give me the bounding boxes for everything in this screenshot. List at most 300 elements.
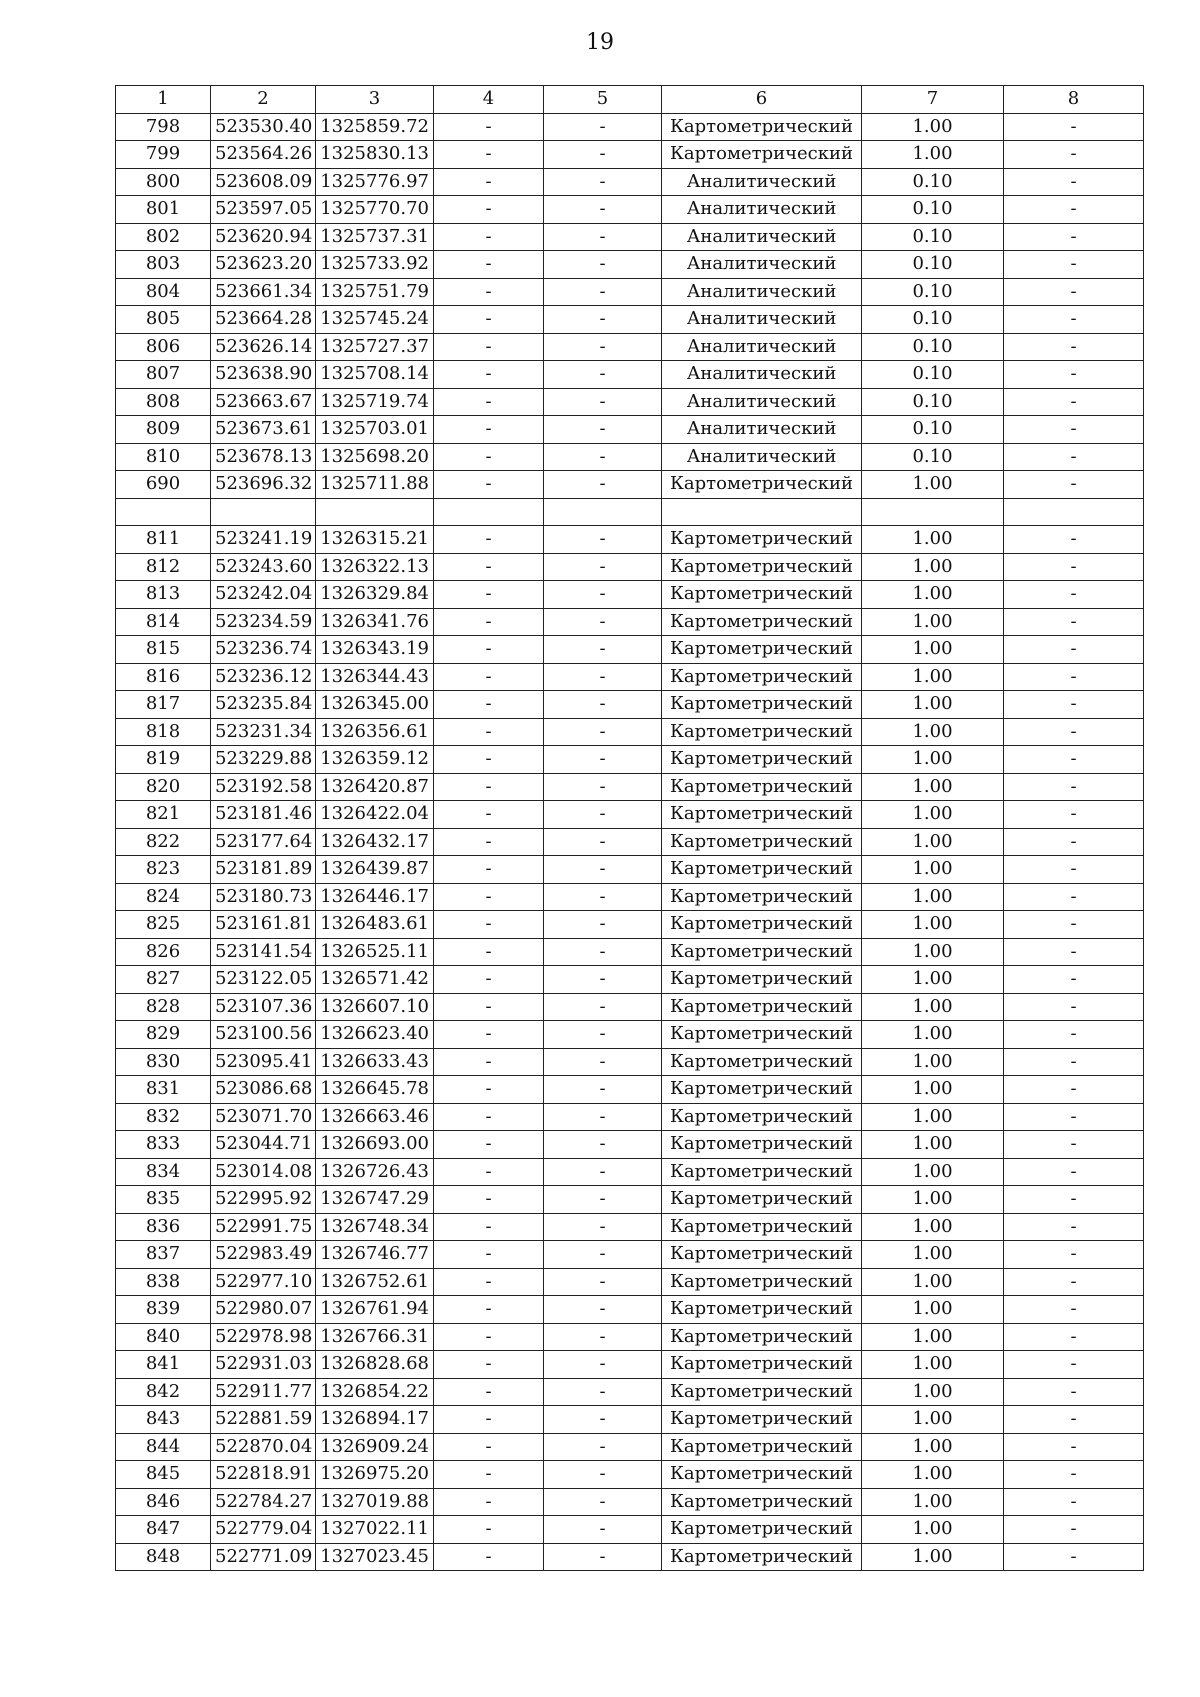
cell-accuracy: 1.00 [862,1268,1004,1296]
cell-col-8-value: - [1004,1048,1144,1076]
cell-accuracy: 1.00 [862,636,1004,664]
table-row [116,1433,1144,1461]
table-row [116,691,1144,719]
cell-coord-x: 522784.27 [211,1488,316,1516]
cell-col-5-value: - [544,168,662,196]
cell-col-5-value: - [544,1296,662,1324]
cell-col-5-value [544,498,662,526]
table-header [116,86,1144,114]
cell-coord-x: 523673.61 [211,416,316,444]
table-row [116,306,1144,334]
cell-method: Картометрический [662,553,862,581]
cell-point-number: 831 [116,1076,211,1104]
cell-col-8-value: - [1004,333,1144,361]
cell-method: Картометрический [662,718,862,746]
cell-coord-y: 1326571.42 [316,966,434,994]
table-row [116,856,1144,884]
cell-col-4-value: - [434,141,544,169]
cell-coord-y: 1325751.79 [316,278,434,306]
cell-col-5-value: - [544,938,662,966]
cell-accuracy: 1.00 [862,883,1004,911]
cell-col-4-value: - [434,1048,544,1076]
table-row [116,223,1144,251]
cell-coord-x: 523638.90 [211,361,316,389]
cell-coord-y: 1325698.20 [316,443,434,471]
cell-point-number: 840 [116,1323,211,1351]
cell-col-4-value: - [434,113,544,141]
cell-method: Картометрический [662,1351,862,1379]
cell-col-5-value: - [544,278,662,306]
cell-method: Картометрический [662,636,862,664]
cell-method: Картометрический [662,1268,862,1296]
table-body [116,113,1144,1571]
cell-coord-x: 523678.13 [211,443,316,471]
cell-col-8-value: - [1004,553,1144,581]
table-row [116,911,1144,939]
cell-coord-x: 522978.98 [211,1323,316,1351]
cell-coord-x: 523229.88 [211,746,316,774]
coordinates-table [115,85,1144,1571]
cell-point-number: 807 [116,361,211,389]
cell-coord-y: 1325770.70 [316,196,434,224]
table-row [116,526,1144,554]
cell-coord-x: 522995.92 [211,1186,316,1214]
cell-method: Картометрический [662,1186,862,1214]
table-row [116,1516,1144,1544]
cell-coord-x: 523122.05 [211,966,316,994]
cell-coord-x: 523243.60 [211,553,316,581]
cell-col-5-value: - [544,361,662,389]
cell-col-4-value: - [434,1268,544,1296]
cell-col-5-value: - [544,746,662,774]
cell-coord-x: 523241.19 [211,526,316,554]
table-row [116,1268,1144,1296]
cell-col-8-value: - [1004,388,1144,416]
cell-point-number: 803 [116,251,211,279]
table-row [116,416,1144,444]
cell-col-4-value: - [434,1543,544,1571]
cell-method: Картометрический [662,828,862,856]
cell-point-number: 815 [116,636,211,664]
cell-coord-x: 523100.56 [211,1021,316,1049]
cell-col-4-value: - [434,581,544,609]
cell-col-4-value: - [434,251,544,279]
cell-point-number: 844 [116,1433,211,1461]
cell-coord-x: 522931.03 [211,1351,316,1379]
table-row [116,553,1144,581]
cell-point-number: 809 [116,416,211,444]
column-header: 5 [544,86,662,114]
cell-col-5-value: - [544,993,662,1021]
cell-coord-x: 523620.94 [211,223,316,251]
cell-col-4-value: - [434,361,544,389]
cell-point-number: 821 [116,801,211,829]
cell-point-number: 836 [116,1213,211,1241]
cell-point-number: 820 [116,773,211,801]
cell-method: Картометрический [662,993,862,1021]
cell-col-8-value: - [1004,691,1144,719]
cell-col-5-value: - [544,1543,662,1571]
cell-accuracy: 1.00 [862,663,1004,691]
cell-col-5-value: - [544,251,662,279]
cell-method: Аналитический [662,196,862,224]
table-row [116,966,1144,994]
cell-accuracy: 1.00 [862,553,1004,581]
cell-accuracy: 1.00 [862,993,1004,1021]
cell-point-number: 835 [116,1186,211,1214]
table-row [116,196,1144,224]
cell-method: Картометрический [662,1076,862,1104]
cell-accuracy: 0.10 [862,251,1004,279]
cell-method: Аналитический [662,278,862,306]
column-header: 2 [211,86,316,114]
cell-col-4-value: - [434,608,544,636]
table-row [116,113,1144,141]
cell-col-5-value: - [544,1158,662,1186]
cell-coord-y: 1325859.72 [316,113,434,141]
cell-col-4-value: - [434,1158,544,1186]
cell-col-4-value: - [434,1103,544,1131]
cell-coord-y: 1325703.01 [316,416,434,444]
table-row [116,828,1144,856]
cell-point-number: 829 [116,1021,211,1049]
table-row [116,333,1144,361]
cell-accuracy: 1.00 [862,691,1004,719]
cell-col-4-value: - [434,388,544,416]
cell-accuracy [862,498,1004,526]
table-row [116,581,1144,609]
cell-method: Аналитический [662,306,862,334]
cell-col-5-value: - [544,1351,662,1379]
cell-coord-x: 523181.46 [211,801,316,829]
cell-accuracy: 0.10 [862,443,1004,471]
cell-method: Картометрический [662,1131,862,1159]
cell-coord-y: 1326420.87 [316,773,434,801]
cell-coord-y: 1326909.24 [316,1433,434,1461]
cell-point-number: 848 [116,1543,211,1571]
cell-method: Картометрический [662,1543,862,1571]
table-row [116,1158,1144,1186]
cell-point-number: 810 [116,443,211,471]
cell-point-number: 817 [116,691,211,719]
cell-accuracy: 0.10 [862,388,1004,416]
cell-accuracy: 1.00 [862,1461,1004,1489]
cell-method: Аналитический [662,168,862,196]
cell-col-4-value: - [434,801,544,829]
cell-col-8-value: - [1004,938,1144,966]
table-row [116,141,1144,169]
cell-method: Картометрический [662,911,862,939]
cell-col-4-value: - [434,553,544,581]
cell-point-number: 833 [116,1131,211,1159]
cell-col-4-value: - [434,966,544,994]
cell-accuracy: 0.10 [862,306,1004,334]
cell-col-5-value: - [544,443,662,471]
cell-coord-x: 523231.34 [211,718,316,746]
column-header: 7 [862,86,1004,114]
cell-col-8-value: - [1004,196,1144,224]
cell-col-5-value: - [544,141,662,169]
cell-coord-y: 1325745.24 [316,306,434,334]
cell-col-5-value: - [544,1433,662,1461]
cell-col-4-value: - [434,1516,544,1544]
table-row [116,773,1144,801]
cell-col-4-value: - [434,993,544,1021]
cell-accuracy: 0.10 [862,333,1004,361]
cell-col-8-value: - [1004,1158,1144,1186]
cell-coord-y: 1326439.87 [316,856,434,884]
cell-col-5-value: - [544,1488,662,1516]
cell-coord-x: 523234.59 [211,608,316,636]
cell-accuracy: 1.00 [862,1488,1004,1516]
cell-method: Аналитический [662,416,862,444]
cell-accuracy: 1.00 [862,1021,1004,1049]
cell-point-number: 828 [116,993,211,1021]
cell-coord-x: 522771.09 [211,1543,316,1571]
table-row [116,1378,1144,1406]
cell-point-number: 798 [116,113,211,141]
table-row [116,1488,1144,1516]
cell-point-number: 800 [116,168,211,196]
cell-col-8-value: - [1004,663,1144,691]
cell-coord-x: 522779.04 [211,1516,316,1544]
cell-coord-x: 523177.64 [211,828,316,856]
cell-coord-y: 1326645.78 [316,1076,434,1104]
cell-coord-y: 1325719.74 [316,388,434,416]
cell-method: Аналитический [662,388,862,416]
table-row [116,361,1144,389]
cell-point-number: 847 [116,1516,211,1544]
cell-accuracy: 1.00 [862,938,1004,966]
cell-coord-y: 1326356.61 [316,718,434,746]
cell-col-5-value: - [544,801,662,829]
cell-coord-x: 523663.67 [211,388,316,416]
cell-accuracy: 0.10 [862,361,1004,389]
cell-coord-y: 1326329.84 [316,581,434,609]
cell-method: Аналитический [662,443,862,471]
cell-col-4-value: - [434,1213,544,1241]
cell-col-4-value: - [434,1076,544,1104]
cell-col-5-value: - [544,773,662,801]
cell-coord-x: 523180.73 [211,883,316,911]
cell-col-8-value: - [1004,1461,1144,1489]
cell-col-5-value: - [544,718,662,746]
table-row [116,801,1144,829]
cell-method: Картометрический [662,581,862,609]
cell-col-5-value: - [544,828,662,856]
cell-col-8-value: - [1004,801,1144,829]
cell-accuracy: 1.00 [862,1351,1004,1379]
cell-col-8-value: - [1004,1241,1144,1269]
cell-col-5-value: - [544,1516,662,1544]
cell-accuracy: 1.00 [862,1516,1004,1544]
cell-col-4-value: - [434,1378,544,1406]
cell-method: Картометрический [662,141,862,169]
cell-col-8-value: - [1004,471,1144,499]
cell-coord-x: 523014.08 [211,1158,316,1186]
cell-coord-x: 523141.54 [211,938,316,966]
cell-accuracy: 1.00 [862,471,1004,499]
cell-accuracy: 0.10 [862,196,1004,224]
cell-col-8-value: - [1004,361,1144,389]
cell-coord-y: 1326752.61 [316,1268,434,1296]
cell-coord-x: 522977.10 [211,1268,316,1296]
cell-coord-y: 1327022.11 [316,1516,434,1544]
cell-point-number: 818 [116,718,211,746]
cell-col-5-value: - [544,1186,662,1214]
table-row [116,1076,1144,1104]
cell-point-number: 832 [116,1103,211,1131]
table-row [116,471,1144,499]
table-row [116,251,1144,279]
cell-coord-x: 522818.91 [211,1461,316,1489]
cell-col-5-value: - [544,1076,662,1104]
table-row [116,746,1144,774]
table-row [116,938,1144,966]
cell-point-number: 814 [116,608,211,636]
table-row [116,168,1144,196]
table-row [116,1103,1144,1131]
cell-accuracy: 0.10 [862,223,1004,251]
cell-col-5-value: - [544,1241,662,1269]
cell-col-5-value: - [544,388,662,416]
cell-coord-x: 523095.41 [211,1048,316,1076]
cell-col-4-value: - [434,883,544,911]
cell-col-8-value: - [1004,828,1144,856]
cell-coord-y: 1327023.45 [316,1543,434,1571]
cell-col-4-value: - [434,278,544,306]
cell-col-4-value: - [434,471,544,499]
cell-col-8-value: - [1004,718,1144,746]
cell-col-4-value: - [434,443,544,471]
cell-coord-y: 1325733.92 [316,251,434,279]
cell-col-8-value: - [1004,141,1144,169]
cell-col-8-value: - [1004,416,1144,444]
cell-point-number: 826 [116,938,211,966]
cell-col-4-value: - [434,828,544,856]
cell-col-8-value: - [1004,1021,1144,1049]
cell-col-5-value: - [544,306,662,334]
cell-col-5-value: - [544,113,662,141]
cell-col-4-value: - [434,691,544,719]
cell-col-5-value: - [544,333,662,361]
cell-accuracy: 1.00 [862,773,1004,801]
cell-col-8-value: - [1004,251,1144,279]
cell-method: Картометрический [662,938,862,966]
cell-col-8-value: - [1004,306,1144,334]
cell-col-4-value [434,498,544,526]
cell-col-4-value: - [434,1461,544,1489]
cell-coord-x: 523192.58 [211,773,316,801]
cell-point-number: 830 [116,1048,211,1076]
cell-coord-x: 523608.09 [211,168,316,196]
cell-col-5-value: - [544,856,662,884]
cell-coord-x: 523086.68 [211,1076,316,1104]
table-row [116,498,1144,526]
table-row [116,1048,1144,1076]
cell-col-5-value: - [544,663,662,691]
cell-col-8-value: - [1004,443,1144,471]
cell-accuracy: 1.00 [862,718,1004,746]
cell-coord-y: 1326607.10 [316,993,434,1021]
cell-accuracy: 1.00 [862,1543,1004,1571]
cell-coord-x: 523107.36 [211,993,316,1021]
cell-col-5-value: - [544,636,662,664]
cell-coord-y: 1326746.77 [316,1241,434,1269]
cell-col-8-value [1004,498,1144,526]
cell-accuracy: 1.00 [862,828,1004,856]
cell-accuracy: 1.00 [862,1241,1004,1269]
cell-coord-x: 523623.20 [211,251,316,279]
cell-accuracy: 1.00 [862,966,1004,994]
cell-col-4-value: - [434,773,544,801]
cell-point-number: 824 [116,883,211,911]
cell-col-8-value: - [1004,636,1144,664]
cell-coord-x: 523236.12 [211,663,316,691]
table-row [116,993,1144,1021]
cell-point-number: 834 [116,1158,211,1186]
column-header: 6 [662,86,862,114]
cell-col-4-value: - [434,1021,544,1049]
cell-method: Картометрический [662,608,862,636]
cell-col-5-value: - [544,1378,662,1406]
cell-method: Картометрический [662,1048,862,1076]
cell-col-5-value: - [544,1021,662,1049]
cell-point-number: 843 [116,1406,211,1434]
cell-method: Картометрический [662,113,862,141]
cell-col-8-value: - [1004,1351,1144,1379]
cell-col-8-value: - [1004,966,1144,994]
cell-method: Картометрический [662,1406,862,1434]
cell-point-number: 816 [116,663,211,691]
cell-method: Аналитический [662,251,862,279]
cell-coord-y: 1326525.11 [316,938,434,966]
header-row [116,86,1144,114]
cell-coord-x: 523597.05 [211,196,316,224]
cell-coord-x: 523242.04 [211,581,316,609]
cell-coord-x: 523161.81 [211,911,316,939]
cell-col-8-value: - [1004,1268,1144,1296]
cell-col-8-value: - [1004,113,1144,141]
cell-coord-y: 1326761.94 [316,1296,434,1324]
table-row [116,1323,1144,1351]
table-row [116,663,1144,691]
cell-coord-x: 523664.28 [211,306,316,334]
cell-method: Аналитический [662,223,862,251]
cell-col-5-value: - [544,966,662,994]
cell-accuracy: 1.00 [862,1378,1004,1406]
cell-col-8-value: - [1004,911,1144,939]
cell-point-number: 811 [116,526,211,554]
cell-col-8-value: - [1004,1516,1144,1544]
cell-accuracy: 1.00 [862,1048,1004,1076]
cell-col-8-value: - [1004,608,1144,636]
cell-point-number: 827 [116,966,211,994]
cell-method: Картометрический [662,1461,862,1489]
cell-col-5-value: - [544,196,662,224]
cell-coord-y: 1326894.17 [316,1406,434,1434]
cell-accuracy: 1.00 [862,801,1004,829]
table-row [116,278,1144,306]
cell-col-4-value: - [434,526,544,554]
cell-coord-x: 522991.75 [211,1213,316,1241]
cell-point-number: 802 [116,223,211,251]
cell-col-4-value: - [434,1241,544,1269]
table-row [116,718,1144,746]
cell-point-number: 825 [116,911,211,939]
cell-col-8-value: - [1004,993,1144,1021]
cell-coord-y: 1326748.34 [316,1213,434,1241]
